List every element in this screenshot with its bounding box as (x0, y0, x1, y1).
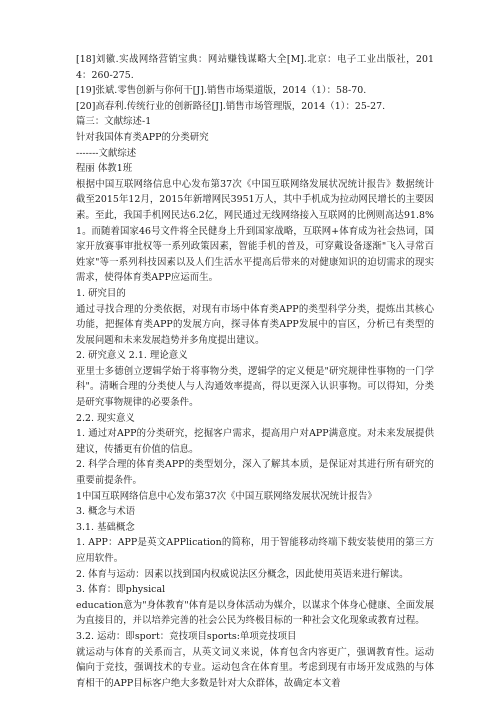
concept-app: 1. APP：APP是英文APPlication的简称，用于智能移动终端下载安装使用的第三方应用软件。 (76, 537, 434, 564)
research-purpose-paragraph: 通过寻找合理的分类依据，对现有市场中体育类APP的类型科学分类，提炼出其核心功能，把握体育类APP的发展方向，探寻体育类APP发展中的盲区，分析已有类型的发展问题和未来发展趋势并多角度提出建议。 (76, 303, 434, 346)
author-line: 程丽 体教1班 (76, 163, 133, 175)
paper-subtitle: -------文献综述 (76, 147, 137, 159)
heading-practical-significance: 2.2. 现实意义 (76, 412, 135, 424)
footnote-1: 1中国互联网络信息中心发布第37次《中国互联网络发展状况统计报告》 (76, 490, 377, 502)
sport-relation-paragraph: 就运动与体育的关系而言，从英文词义来说，体育包含内容更广，强调教育性。运动偏向于竞技，强调技术的专业。运动包含在体育里。考虑到现有市场开发成熟的与体育相干的APP目标客户绝大多数是针对大众群体，故确定本文着 (76, 646, 434, 689)
heading-concepts: 3. 概念与术语 (76, 506, 136, 518)
paper-title: 针对我国体育类APP的分类研究 (76, 131, 209, 143)
heading-research-purpose: 1. 研究目的 (76, 287, 126, 299)
intro-paragraph: 根据中国互联网络信息中心发布第37次《中国互联网络发展状况统计报告》数据统计截至2015年12月，2015年新增网民3951万人，其中手机成为拉动网民增长的主要因素。至此，我国手机网民达6.2亿，网民通过无线网络接入互联网的比例则高达91.8%1。而随着国家46号文件将全民健身上升到国家战略，互联网+体育成为社会热词，国家开放赛事审批权等一系列政策因素，智能手机的普及，可穿戴设备逐渐"飞入寻常百姓家"等一系列科技因素以及人们生活水平提高后带来的对健康知识的迫切需求的现实需求，使得体育类APP应运而生。 (76, 178, 434, 284)
reference-20: [20]高春利.传统行业的创新路径[J].销售市场管理版，2014（1）：25-27. (76, 100, 386, 112)
concept-physical: 3. 体育：即physical (76, 584, 166, 596)
practical-point-2: 2. 科学合理的体育类APP的类型划分，深入了解其本质，是保证对其进行所有研究的重要前提条件。 (76, 459, 434, 487)
concept-physical-education: education意为"身体教育"体育是以身体活动为媒介，以谋求个体身心健康、全面发展为直接目的，并以培养完善的社会公民为终极目标的一种社会文化现象或教育过程。 (76, 599, 434, 627)
heading-basic-concepts: 3.1. 基础概念 (76, 521, 135, 533)
heading-theoretical-significance: 2. 研究意义 2.1. 理论意义 (76, 350, 188, 362)
concept-sports-vs-exercise: 2. 体育与运动：因素以找到国内权威说法区分概念，因此使用英语来进行解读。 (76, 568, 409, 580)
reference-19: [19]张斌.零售创新与你何干[J].销售市场渠道版，2014（1）：58-70. (76, 85, 367, 97)
theoretical-significance-paragraph: 亚里士多德创立逻辑学始于将事物分类，逻辑学的定义便是"研究规律性事物的一门学科"。清晰合理的分类使人与人沟通效率提高，得以更深入认识事物。可以得知，分类是研究事物规律的必要条件。 (76, 365, 434, 409)
document-body (76, 52, 434, 691)
practical-point-1: 1. 通过对APP的分类研究，挖掘客户需求，提高用户对APP满意度。对未来发展提供建议，传播更有价值的信息。 (76, 428, 434, 455)
heading-sport: 3.2. 运动：即sport：竞技项目sports:单项竞技项目 (76, 630, 297, 642)
reference-18: [18]刘徽.实战网络营销宝典：网站赚钱谋略大全[M].北京：电子工业出版社，2014：260-275. (76, 54, 434, 81)
section-heading: 篇三：文献综述-1 (76, 116, 152, 128)
